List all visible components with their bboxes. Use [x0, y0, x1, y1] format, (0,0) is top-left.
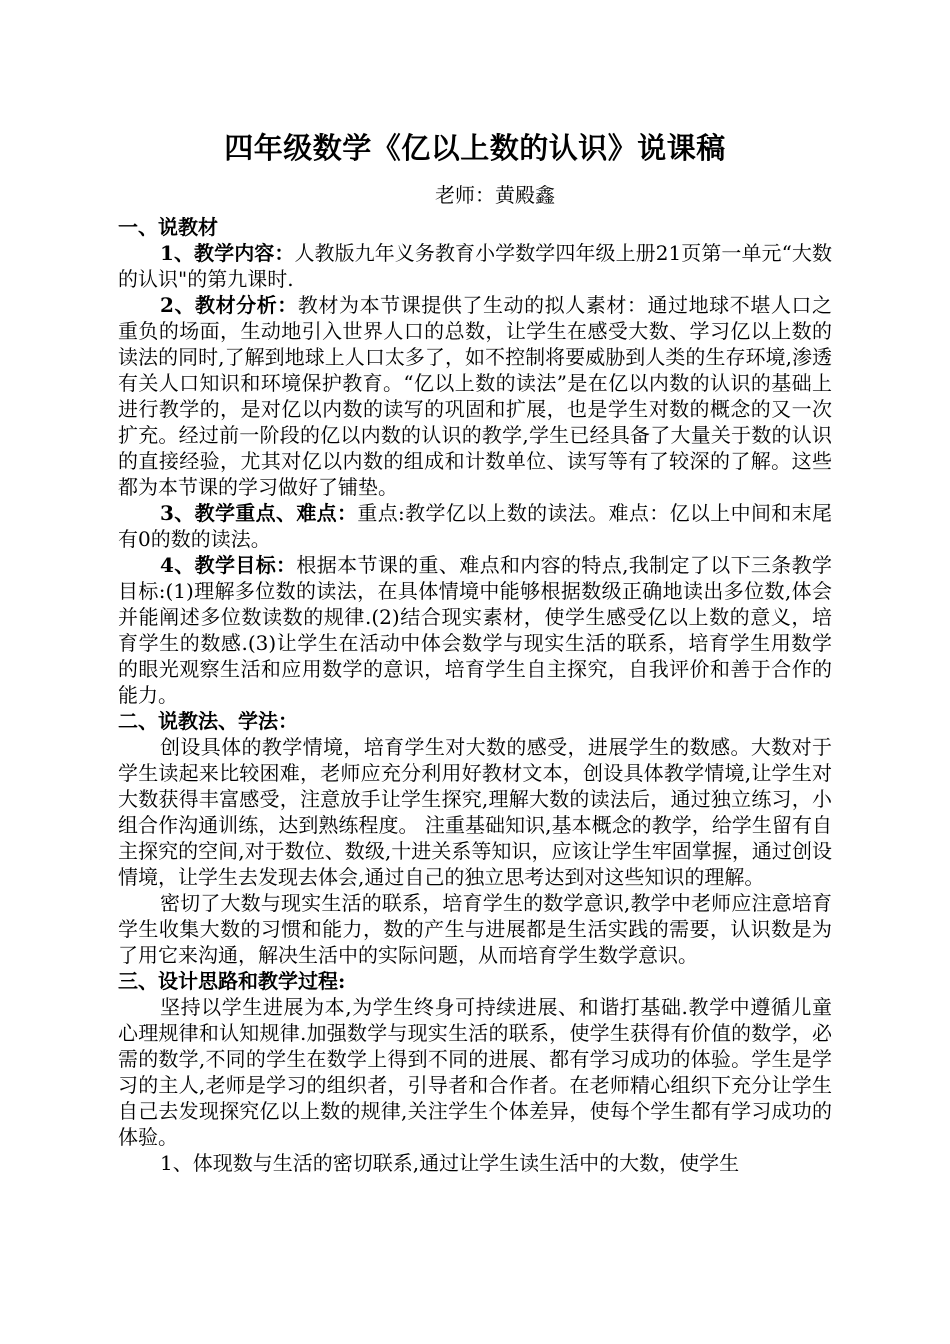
section-heading-1: 一、说教材: [118, 215, 218, 239]
paragraph-text: 坚持以学生进展为本,为学生终身可持续进展、和谐打基础.教学中遵循儿童心理规律和认知规律.加强数学与现实生活的联系，使学生获得有价值的数学，必需的数学,不同的学生在数学上得到不同的进展、都有学习成功的体验。学生是学习的主人,老师是学习的组织者，引导者和合作者。在老师精心组织下充分让学生自己去发现探究亿以上数的规律,关注学生个体差异，使每个学生都有学习成功的体验。: [118, 995, 832, 1149]
document-title: 四年级数学《亿以上数的认识》说课稿: [224, 131, 726, 165]
paragraph-text: 密切了大数与现实生活的联系，培育学生的数学意识,教学中老师应注意培育学生收集大数的习惯和能力，数的产生与进展都是生活实践的需要，认识数是为了用它来沟通，解决生活中的实际问题，从而培育学生数学意识。: [118, 891, 832, 967]
paragraph-text: 重点:教学亿以上数的读法。难点：亿以上中间和末尾有0的数的读法。: [118, 501, 832, 551]
paragraph-text: 根据本节课的重、难点和内容的特点,我制定了以下三条教学目标:(1)理解多位数的读法，在具体情境中能够根据数级正确地读出多位数,体会并能阐述多位数读数的规律.(2)结合现实素材，使学生感受亿以上数的意义，培育学生的数感.(3)让学生在活动中体会数学与现实生活的联系，培育学生用数学的眼光观察生活和应用数学的意识，培育学生自主探究，自我评价和善于合作的能力。: [118, 553, 832, 707]
paragraph-design-1: [118, 994, 832, 1150]
paragraph-text: 人教版九年义务教育小学数学四年级上册21页第一单元“大数的认识"的第九课时.: [118, 241, 832, 291]
paragraph-lead: 2、教材分析：: [160, 293, 298, 317]
author-line: 老师：黄殿鑫: [435, 183, 555, 207]
document-page: [118, 120, 832, 1176]
paragraph-design-2: [118, 1150, 832, 1176]
paragraph-text: 创设具体的教学情境，培育学生对大数的感受，进展学生的数感。大数对于学生读起来比较困难，老师应充分利用好教材文本，创设具体教学情境,让学生对大数获得丰富感受，注意放手让学生探究,理解大数的读法后，通过独立练习，小组合作沟通训练，达到熟练程度。 注重基础知识,基本概念的教学，给学生留有自主探究的空间,对于数位、数级,十进关系等知识，应该让学生牢固掌握，通过创设情境，让学生去发现去体会,通过自己的独立思考达到对这些知识的理解。: [118, 735, 832, 889]
paragraph-material-analysis: [118, 292, 832, 500]
paragraph-teaching-content: [118, 240, 832, 292]
paragraph-lead: 1、教学内容：: [160, 241, 295, 265]
paragraph-teaching-goals: [118, 552, 832, 708]
paragraph-text: 1、体现数与生活的密切联系,通过让学生读生活中的大数，使学生: [160, 1151, 740, 1175]
paragraph-text: 教材为本节课提供了生动的拟人素材：通过地球不堪人口之重负的场面，生动地引入世界人口的总数，让学生在感受大数、学习亿以上数的读法的同时,了解到地球上人口太多了，如不控制将要威胁到人类的生存环境,渗透有关人口知识和环境保护教育。“亿以上数的读法”是在亿以内数的认识的基础上进行教学的，是对亿以内数的读写的巩固和扩展，也是学生对数的概念的又一次扩充。经过前一阶段的亿以内数的认识的教学,学生已经具备了大量关于数的认识的直接经验，尤其对亿以内数的组成和计数单位、读写等有了较深的了解。这些都为本节课的学习做好了铺垫。: [118, 293, 832, 499]
paragraph-teaching-method-2: [118, 890, 832, 968]
paragraph-key-points: [118, 500, 832, 552]
paragraph-teaching-method-1: [118, 734, 832, 890]
paragraph-lead: 3、教学重点、难点：: [160, 501, 358, 525]
section-heading-3: 三、设计思路和教学过程:: [118, 969, 346, 993]
section-heading-2: 二、说教法、学法：: [118, 709, 298, 733]
paragraph-lead: 4、教学目标：: [160, 553, 297, 577]
